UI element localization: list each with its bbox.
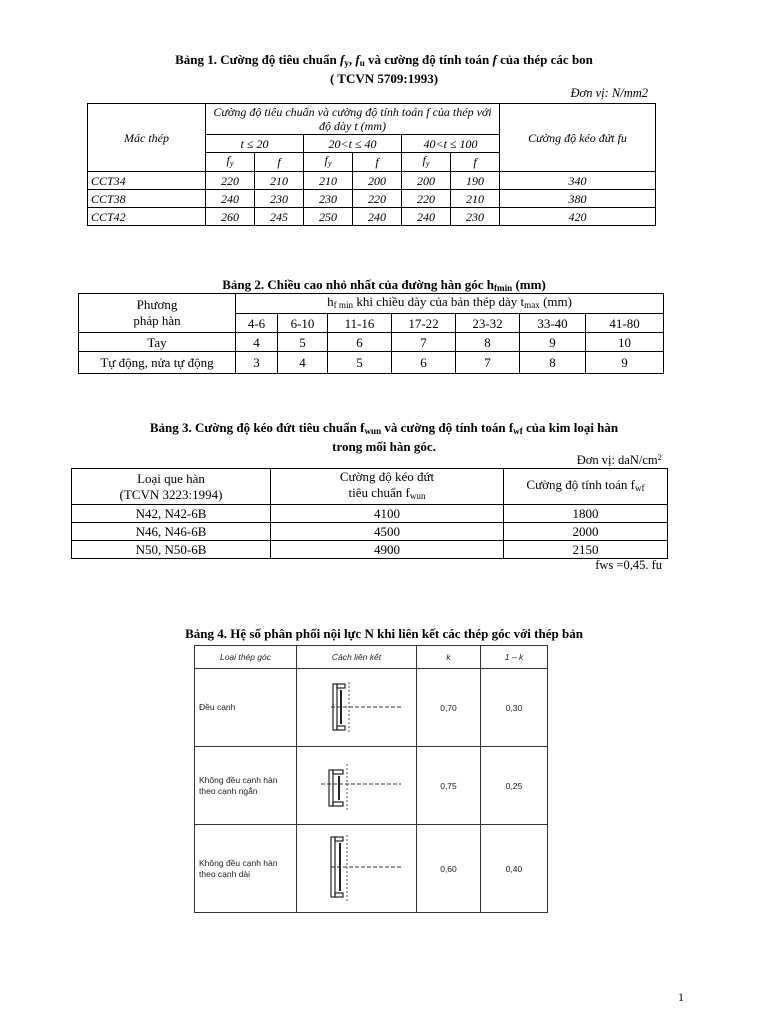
- table-row: [195, 669, 548, 747]
- fu-cell: 340: [500, 172, 656, 190]
- table-row: [88, 208, 656, 226]
- k-cell: 0,70: [417, 669, 481, 747]
- table-row: [195, 747, 548, 825]
- table-row: [88, 190, 656, 208]
- header-thickness-group: $h_{f min}$ khi chiều dày của bản thép dày $t_{max}$ (mm): [236, 294, 664, 314]
- value-cell: 220: [206, 172, 255, 190]
- header-angle-type: Loại thép góc: [195, 646, 297, 669]
- value-cell: 4: [278, 352, 328, 374]
- value-cell: 230: [451, 208, 500, 226]
- angle-type-cell: Không đều cạnh hàn theo cạnh ngắn: [195, 747, 297, 825]
- value-cell: 5: [278, 333, 328, 352]
- table-row: [88, 172, 656, 190]
- table-row: [195, 825, 548, 913]
- table-row: [79, 352, 664, 374]
- value-cell: 4: [236, 333, 278, 352]
- table3-unit: Đơn vị: daN/$cm^2$: [576, 452, 662, 467]
- k1-cell: 0,30: [481, 669, 548, 747]
- table4-title: Bảng 4. Hệ số phân phối nội lực N khi liên kết các thép góc với thép bản: [185, 626, 583, 641]
- value-cell: 210: [451, 190, 500, 208]
- value-cell: 7: [456, 352, 520, 374]
- header-1-minus-k: 1 – k: [481, 646, 548, 669]
- value-cell: 6: [392, 352, 456, 374]
- value-cell: 250: [304, 208, 353, 226]
- value-cell: 200: [402, 172, 451, 190]
- k1-cell: 0,25: [481, 747, 548, 825]
- header-connection: Cách liên kết: [297, 646, 417, 669]
- header-tensile: Cường độ kéo đứt fu: [500, 104, 656, 172]
- value-cell: 240: [353, 208, 402, 226]
- value-cell: 220: [402, 190, 451, 208]
- connection-diagram: [297, 669, 417, 747]
- value-cell: 8: [520, 352, 586, 374]
- page-number: 1: [678, 990, 684, 1004]
- fu-cell: 380: [500, 190, 656, 208]
- table-row: [72, 523, 668, 541]
- fwf-cell: 2000: [504, 523, 668, 541]
- k-cell: 0,75: [417, 747, 481, 825]
- range-cell: 4-6: [236, 314, 278, 333]
- method-cell: Tay: [79, 333, 236, 352]
- table3: [71, 468, 668, 559]
- connection-diagram: [297, 825, 417, 913]
- weld-type-cell: N46, N46-6B: [72, 523, 271, 541]
- value-cell: 210: [255, 172, 304, 190]
- header-k: k: [417, 646, 481, 669]
- value-cell: 3: [236, 352, 278, 374]
- value-cell: 7: [392, 333, 456, 352]
- weld-type-cell: N42, N42-6B: [72, 505, 271, 523]
- sub-fy: $f_y$: [206, 153, 255, 172]
- fwf-cell: 1800: [504, 505, 668, 523]
- range-cell: 23-32: [456, 314, 520, 333]
- value-cell: 230: [304, 190, 353, 208]
- value-cell: 245: [255, 208, 304, 226]
- value-cell: 200: [353, 172, 402, 190]
- angle-type-cell: Đều cạnh: [195, 669, 297, 747]
- angle-type-cell: Không đều cạnh hàn theo cạnh dài: [195, 825, 297, 913]
- connection-diagram: [297, 747, 417, 825]
- grade-cell: CCT38: [88, 190, 206, 208]
- value-cell: 230: [255, 190, 304, 208]
- table1: [87, 103, 656, 226]
- fwun-cell: 4900: [271, 541, 504, 559]
- sub-fy: $f_y$: [304, 153, 353, 172]
- table-row: [72, 541, 668, 559]
- header-strength-group: Cường độ tiêu chuẩn và cường độ tính toán f của thép với độ dày t (mm): [206, 104, 500, 135]
- value-cell: 5: [328, 352, 392, 374]
- value-cell: 8: [456, 333, 520, 352]
- table4-scanned-image: [194, 645, 548, 913]
- table-row: [79, 333, 664, 352]
- fu-cell: 420: [500, 208, 656, 226]
- unequal-short-leg-diagram: [301, 750, 411, 820]
- sub-f: f: [451, 153, 500, 172]
- sub-fy: $f_y$: [402, 153, 451, 172]
- header-method: Phương pháp hàn: [79, 294, 236, 333]
- range-2: 20<t ≤ 40: [304, 135, 402, 153]
- range-cell: 17-22: [392, 314, 456, 333]
- sub-f: f: [255, 153, 304, 172]
- range-3: 40<t ≤ 100: [402, 135, 500, 153]
- table3-title: Bảng 3. Cường độ kéo đứt tiêu chuẩn $f_{wun}$ và cường độ tính toán $f_{wf}$ của kim loại hàn trong mối hàn góc.: [149, 420, 619, 454]
- value-cell: 10: [586, 333, 664, 352]
- value-cell: 260: [206, 208, 255, 226]
- value-cell: 9: [586, 352, 664, 374]
- k-cell: 0,60: [417, 825, 481, 913]
- header-fwf: Cường độ tính toán $f_{wf}$: [504, 469, 668, 505]
- unequal-long-leg-diagram: [301, 829, 411, 907]
- sub-f: f: [353, 153, 402, 172]
- header-fwun: Cường độ kéo đứt tiêu chuẩn $f_{wun}$: [271, 469, 504, 505]
- value-cell: 6: [328, 333, 392, 352]
- method-cell: Tự động, nửa tự động: [79, 352, 236, 374]
- range-cell: 33-40: [520, 314, 586, 333]
- header-weld-type: Loại que hàn (TCVN 3223:1994): [72, 469, 271, 505]
- fwf-cell: 2150: [504, 541, 668, 559]
- grade-cell: CCT34: [88, 172, 206, 190]
- table1-unit: Đơn vị: N/mm2: [570, 86, 648, 100]
- value-cell: 220: [353, 190, 402, 208]
- k1-cell: 0,40: [481, 825, 548, 913]
- table2: [78, 293, 664, 374]
- table2-title: Bảng 2. Chiều cao nhỏ nhất của đường hàn góc $h_{fmin}$ (mm): [222, 277, 546, 293]
- value-cell: 210: [304, 172, 353, 190]
- range-cell: 41-80: [586, 314, 664, 333]
- value-cell: 240: [206, 190, 255, 208]
- table-row: [72, 505, 668, 523]
- fwun-cell: 4100: [271, 505, 504, 523]
- grade-cell: CCT42: [88, 208, 206, 226]
- table3-note: fws =0,45. fu: [595, 558, 662, 572]
- value-cell: 9: [520, 333, 586, 352]
- header-mac-thep: Mác thép: [88, 104, 206, 172]
- table1-title: Bảng 1. Cường độ tiêu chuẩn $f_y$, $f_u$ và cường độ tính toán f của thép các bon ( TCVN 5709:1993): [175, 52, 593, 86]
- value-cell: 190: [451, 172, 500, 190]
- equal-angle-diagram: [301, 672, 411, 742]
- fwun-cell: 4500: [271, 523, 504, 541]
- range-1: t ≤ 20: [206, 135, 304, 153]
- weld-type-cell: N50, N50-6B: [72, 541, 271, 559]
- range-cell: 6-10: [278, 314, 328, 333]
- value-cell: 240: [402, 208, 451, 226]
- range-cell: 11-16: [328, 314, 392, 333]
